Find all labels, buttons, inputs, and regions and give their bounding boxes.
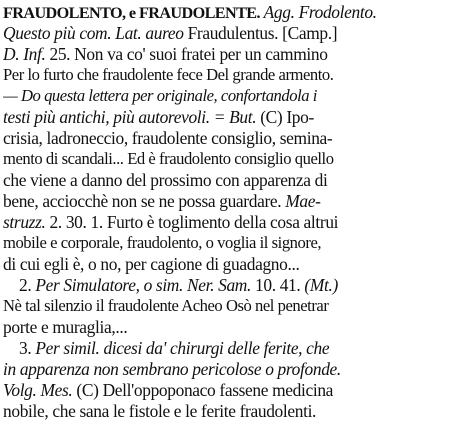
entry-text: in apparenza non sembrano pericolose o profonde. (3, 359, 341, 379)
entry-text: Nè tal silenzio il fraudolente Acheo Osò nel penetrar (3, 296, 329, 315)
entry-text: mento di scandali... Ed è fraudolento consiglio quello (3, 149, 334, 168)
entry-text: struzz. (3, 212, 46, 232)
entry-line (3, 399, 471, 423)
entry-text: mobile e corporale, fraudolento, o voglia il signore, (3, 233, 322, 252)
entry-text: di cui egli è, o no, per cagione di guadagno... (3, 254, 300, 274)
entry-text: nobile, che sana le fistole e le ferite fraudolenti. (3, 401, 317, 421)
entry-text: bene, acciocchè non se ne possa guardare. (3, 191, 282, 211)
entry-text: Volg. Mes. (3, 380, 73, 400)
sense-number: 2. (19, 275, 32, 295)
entry-text: (C) Ipo- (256, 107, 314, 127)
entry-text: 10. 41. (251, 275, 301, 295)
entry-text: Per simil. dicesi da' chirurgi delle ferite, che (31, 338, 330, 358)
entry-text: 25. Non va co' suoi fratei per un cammino (45, 44, 328, 64)
sense-number: 3. (19, 338, 32, 358)
headword: FRAUDOLENTO, e FRAUDOLENTE. (3, 4, 260, 22)
entry-text: (Mt.) (300, 275, 338, 295)
entry-text: testi più antichi, più autorevoli. = But. (3, 107, 257, 127)
entry-text: (C) Dell'oppoponaco fassene medicina (72, 380, 334, 400)
entry-text: Fraudulentus. [Camp.] (183, 23, 338, 43)
entry-text: Questo più com. Lat. aureo (3, 23, 184, 43)
entry-text: Per Simulatore, o sim. Ner. Sam. (31, 275, 252, 295)
entry-text: Mae- (281, 191, 321, 211)
entry-text: porte e muraglia,... (3, 317, 128, 337)
entry-text: — Do questa lettera per originale, confortandola i (3, 86, 317, 105)
entry-text: crisia, ladroneccio, fraudolente consiglio, semina- (3, 128, 333, 148)
entry-text: 2. 30. 1. Furto è toglimento della cosa altrui (45, 212, 339, 232)
entry-text: D. Inf. (3, 44, 46, 64)
entry-text: Agg. Frodolento. (259, 2, 377, 22)
entry-text: Per lo furto che fraudolente fece Del grande armento. (3, 65, 334, 84)
entry-text: che viene a danno del prossimo con apparenza di (3, 170, 328, 190)
